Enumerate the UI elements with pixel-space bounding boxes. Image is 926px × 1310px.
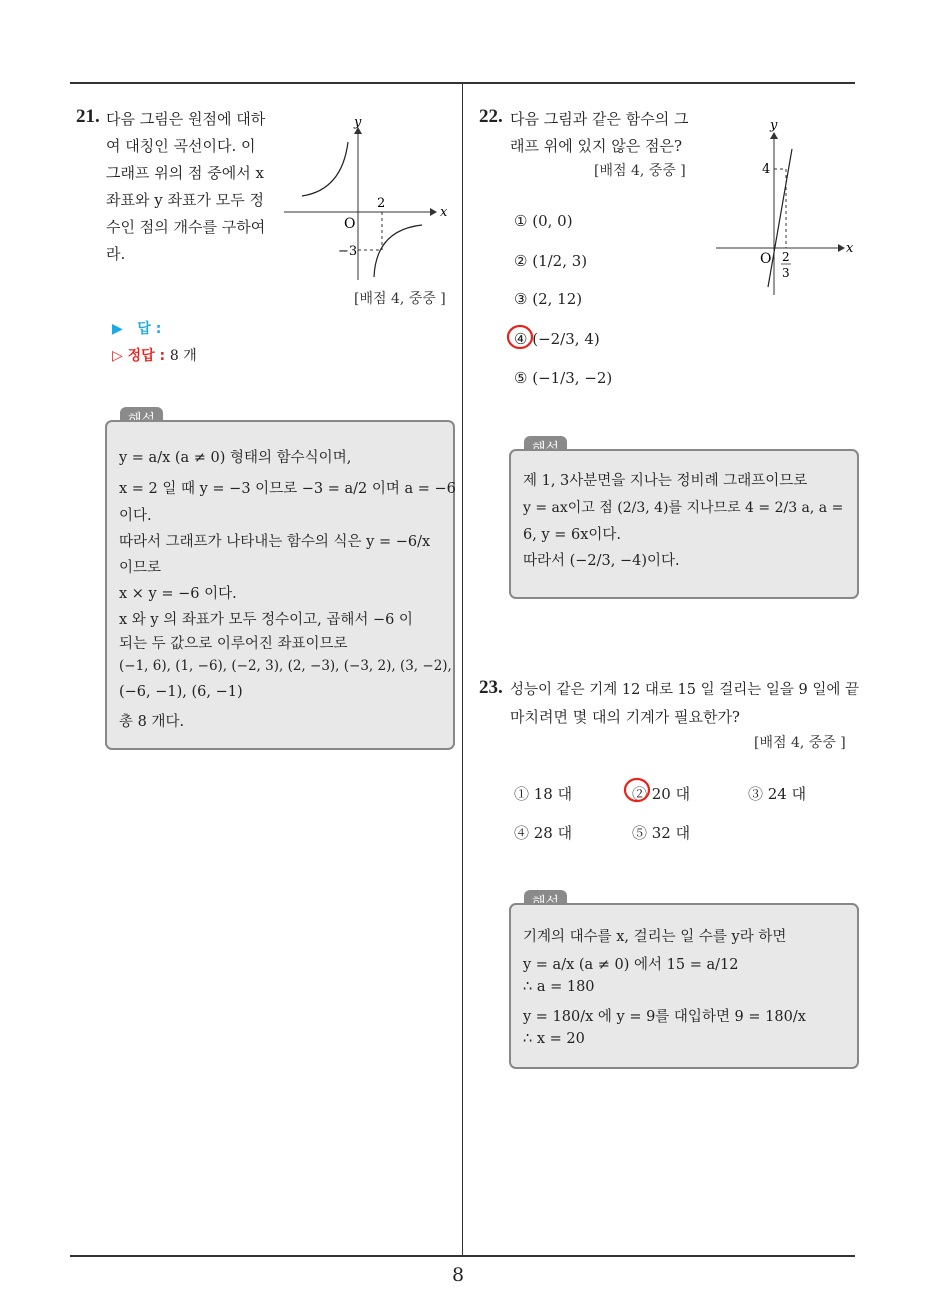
q22-origin-label: O [760, 251, 772, 267]
q23-number: 23. [479, 677, 503, 698]
q21-y-tick: −3 [338, 244, 358, 259]
q22-x-tick-numerator: 2 [782, 250, 790, 264]
q23-explanation-box [509, 903, 859, 1069]
q21-line: 그래프 위의 점 중에서 x [106, 164, 264, 182]
q22-option-1[interactable]: ① (0, 0) [514, 212, 573, 230]
q21-answer-label: 답 : [137, 321, 162, 337]
explanation-line: ∴ x = 20 [523, 1031, 585, 1047]
bottom-rule [70, 1255, 855, 1257]
q22-explanation-box [509, 449, 859, 599]
q21-origin-label: O [344, 216, 356, 232]
q23-option-2[interactable]: ② 20 대 [632, 785, 691, 803]
explanation-line: 되는 두 값으로 이루어진 좌표이므로 [119, 636, 348, 652]
q21-question-text [106, 106, 281, 268]
q21-y-axis-label: y [354, 115, 362, 130]
q21-answer-line [112, 318, 161, 338]
explanation-line: 따라서 그래프가 나타내는 함수의 식은 y = −6/x [119, 534, 431, 550]
q23-option-5[interactable]: ⑤ 32 대 [632, 824, 691, 842]
q21-curve-quadrant-2 [302, 142, 348, 196]
q22-question-text [510, 106, 710, 160]
q21-line: 다음 그림은 원점에 대하 [106, 110, 266, 128]
q22-option-3[interactable]: ③ (2, 12) [514, 290, 583, 308]
explanation-line: 총 8 개다. [119, 714, 185, 730]
q21-correct-label: 정답 : [127, 348, 166, 364]
q21-meta: [배점 4, 중중 ] [354, 291, 446, 307]
q23-option-1[interactable]: ① 18 대 [514, 785, 573, 803]
q23-option-3[interactable]: ③ 24 대 [748, 785, 807, 803]
explanation-line: (−6, −1), (6, −1) [119, 684, 243, 700]
q23-option-4[interactable]: ④ 28 대 [514, 824, 573, 842]
triangle-outline-icon: ▷ [112, 348, 123, 364]
q21-line: 수인 점의 개수를 구하여 [106, 218, 266, 236]
q21-line: 라. [106, 245, 126, 263]
explanation-line: 따라서 (−2/3, −4)이다. [523, 553, 680, 569]
column-divider [462, 84, 463, 1256]
q21-correct-line [112, 345, 197, 365]
q21-line: 여 대칭인 곡선이다. 이 [106, 137, 256, 155]
q22-number: 22. [479, 106, 503, 127]
q22-meta: [배점 4, 중중 ] [594, 163, 686, 179]
explanation-line: 제 1, 3사분면을 지나는 정비례 그래프이므로 [523, 473, 808, 489]
q22-option-4[interactable]: ④ (−2/3, 4) [514, 330, 600, 348]
q22-graph [710, 115, 860, 300]
explanation-line: (−1, 6), (1, −6), (−2, 3), (2, −3), (−3, 2), (3, −2), [119, 658, 452, 674]
q23-question-text [510, 677, 860, 731]
q22-y-tick: 4 [762, 162, 771, 177]
explanation-line: x 와 y 의 좌표가 모두 정수이고, 곱해서 −6 이 [119, 612, 413, 628]
q21-line: 좌표와 y 좌표가 모두 정 [106, 191, 264, 209]
explanation-line: ∴ a = 180 [523, 979, 595, 995]
explanation-line: y = a/x (a ≠ 0) 형태의 함수식이며, [119, 450, 352, 466]
q21-number: 21. [76, 106, 100, 127]
q21-x-axis-label: x [440, 205, 448, 220]
explanation-line: 이다. [119, 508, 152, 524]
page-number: 8 [452, 1264, 465, 1286]
q22-line: 다음 그림과 같은 함수의 그 [510, 110, 689, 128]
q21-explanation-box [105, 420, 455, 750]
explanation-line: y = 180/x 에 y = 9를 대입하면 9 = 180/x [523, 1009, 806, 1025]
q22-option-5[interactable]: ⑤ (−1/3, −2) [514, 369, 613, 387]
q22-x-axis-label: x [846, 241, 854, 256]
explanation-line: 이므로 [119, 560, 162, 576]
q21-graph [280, 112, 455, 287]
q22-y-axis-label: y [770, 118, 778, 133]
q21-curve-quadrant-4 [374, 225, 422, 277]
q21-correct-value: 8 개 [169, 348, 197, 364]
explanation-line: 기계의 대수를 x, 걸리는 일 수를 y라 하면 [523, 929, 787, 945]
q23-meta: [배점 4, 중중 ] [754, 735, 846, 751]
q22-option-2[interactable]: ② (1/2, 3) [514, 252, 588, 270]
play-icon: ▶ [112, 321, 123, 337]
q22-line: 래프 위에 있지 않은 점은? [510, 137, 683, 155]
q23-selected-mark [622, 776, 652, 804]
q21-x-tick: 2 [377, 196, 386, 211]
q23-line: 성능이 같은 기계 12 대로 15 일 걸리는 일을 9 일에 끝 [510, 682, 859, 698]
explanation-line: x = 2 일 때 y = −3 이므로 −3 = a/2 이며 a = −6 [119, 481, 456, 497]
explanation-line: y = a/x (a ≠ 0) 에서 15 = a/12 [523, 957, 739, 973]
explanation-line: x × y = −6 이다. [119, 586, 237, 602]
q22-selected-mark [505, 323, 535, 351]
q23-line: 마치려면 몇 대의 기계가 필요한가? [510, 708, 740, 726]
explanation-line: 6, y = 6x이다. [523, 527, 622, 543]
explanation-line: y = ax이고 점 (2/3, 4)를 지나므로 4 = 2/3 a, a = [523, 500, 844, 516]
q22-x-tick-denominator: 3 [782, 266, 790, 280]
